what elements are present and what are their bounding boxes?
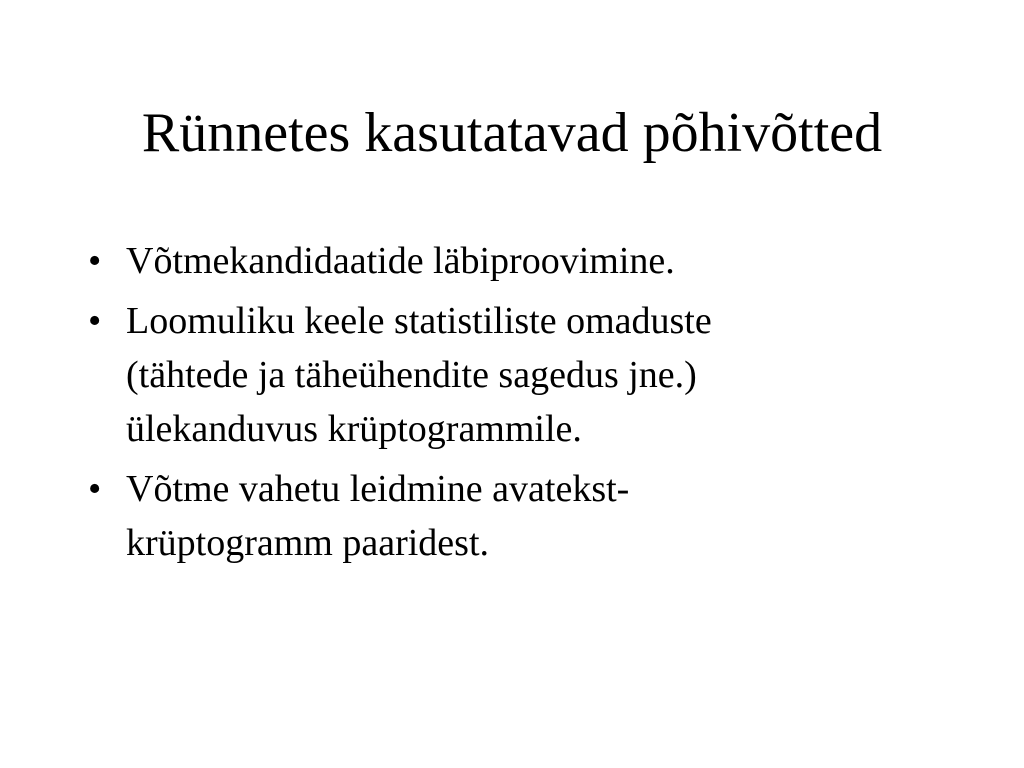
bullet-list [88, 234, 948, 576]
bullet-text: Loomuliku keele statistiliste omaduste (tähtede ja täheühendite sagedus jne.) ülekanduvus krüptogrammile. [126, 300, 712, 450]
list-item [88, 294, 948, 456]
bullet-icon: • [88, 300, 102, 342]
bullet-text: Võtmekandidaatide läbiproovimine. [126, 240, 675, 282]
slide-title: Rünnetes kasutatavad põhivõtted [141, 102, 883, 164]
bullet-text: Võtme vahetu leidmine avatekst- krüptogramm paaridest. [126, 468, 630, 564]
bullet-icon: • [88, 468, 102, 510]
list-item [88, 462, 948, 570]
list-item [88, 234, 948, 288]
bullet-icon: • [88, 240, 102, 282]
